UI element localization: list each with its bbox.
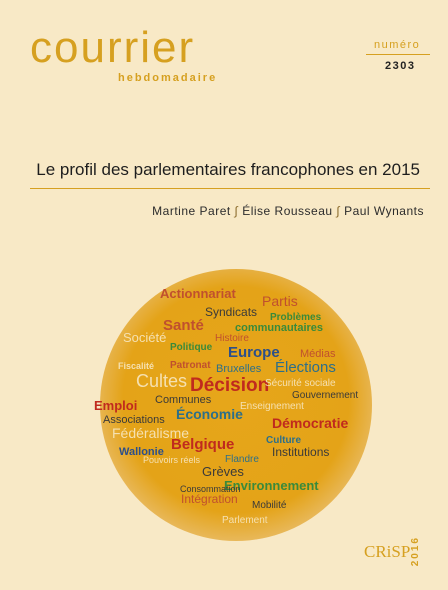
author-name: Martine Paret	[152, 204, 231, 218]
publication-title: Le profil des parlementaires francophones en 2015	[36, 160, 420, 179]
word-cloud-term: Fédéralisme	[112, 425, 190, 441]
word-cloud-term: Élections	[275, 359, 336, 376]
word-cloud-term: Belgique	[171, 436, 235, 453]
word-cloud-term: Europe	[228, 344, 280, 361]
word-cloud-term: Consommation	[180, 484, 241, 494]
word-cloud-term: Institutions	[272, 445, 330, 459]
word-cloud-term: Bruxelles	[216, 363, 262, 375]
word-cloud-term: Histoire	[215, 333, 249, 344]
author-separator: ∫	[336, 204, 341, 218]
word-cloud-term: Patronat	[170, 360, 211, 371]
word-cloud-term: Démocratie	[272, 415, 349, 431]
word-cloud-term: Société	[123, 330, 167, 345]
word-cloud-term: Santé	[163, 317, 204, 334]
word-cloud-term: Économie	[176, 406, 243, 422]
word-cloud-term: Flandre	[225, 454, 259, 465]
word-cloud-term: communautaires	[235, 322, 324, 334]
issue-number: 2303	[385, 60, 416, 72]
word-cloud-term: Enseignement	[240, 401, 304, 412]
word-cloud-term: Culture	[266, 435, 301, 446]
publication-year: 2016	[410, 536, 421, 567]
journal-subtitle: hebdomadaire	[118, 72, 218, 84]
word-cloud-term: Sécurité sociale	[265, 378, 336, 389]
author-name: Élise Rousseau	[242, 204, 333, 218]
word-cloud-term: Emploi	[94, 398, 138, 413]
word-cloud-term: Environnement	[224, 478, 319, 493]
author-separator: ∫	[234, 204, 239, 218]
word-cloud-term: Communes	[155, 394, 212, 406]
word-cloud-term: Mobilité	[252, 500, 287, 511]
word-cloud-term: Partis	[262, 293, 298, 309]
word-cloud-term: Wallonie	[119, 446, 164, 458]
author-name: Paul Wynants	[344, 204, 424, 218]
journal-name: courrier	[30, 23, 196, 72]
publisher-logo: CRiSP	[364, 542, 411, 561]
word-cloud-term: Intégration	[181, 492, 238, 506]
word-cloud-term: Grèves	[202, 464, 244, 479]
word-cloud-term: Problèmes	[270, 312, 322, 323]
word-cloud-term: Parlement	[222, 515, 268, 526]
word-cloud-term: Cultes	[136, 371, 188, 391]
word-cloud-term: Associations	[103, 414, 165, 426]
word-cloud-term: Actionnariat	[160, 286, 236, 301]
word-cloud-term: Pouvoirs réels	[143, 455, 201, 465]
word-cloud-term: Décision	[190, 375, 270, 396]
issue-number-label: numéro	[374, 39, 421, 51]
word-cloud-term: Médias	[300, 348, 336, 360]
word-cloud-term: Politique	[170, 342, 213, 353]
word-cloud-term: Syndicats	[205, 305, 258, 319]
word-cloud-term: Gouvernement	[292, 390, 359, 401]
word-cloud-term: Fiscalité	[118, 361, 155, 371]
